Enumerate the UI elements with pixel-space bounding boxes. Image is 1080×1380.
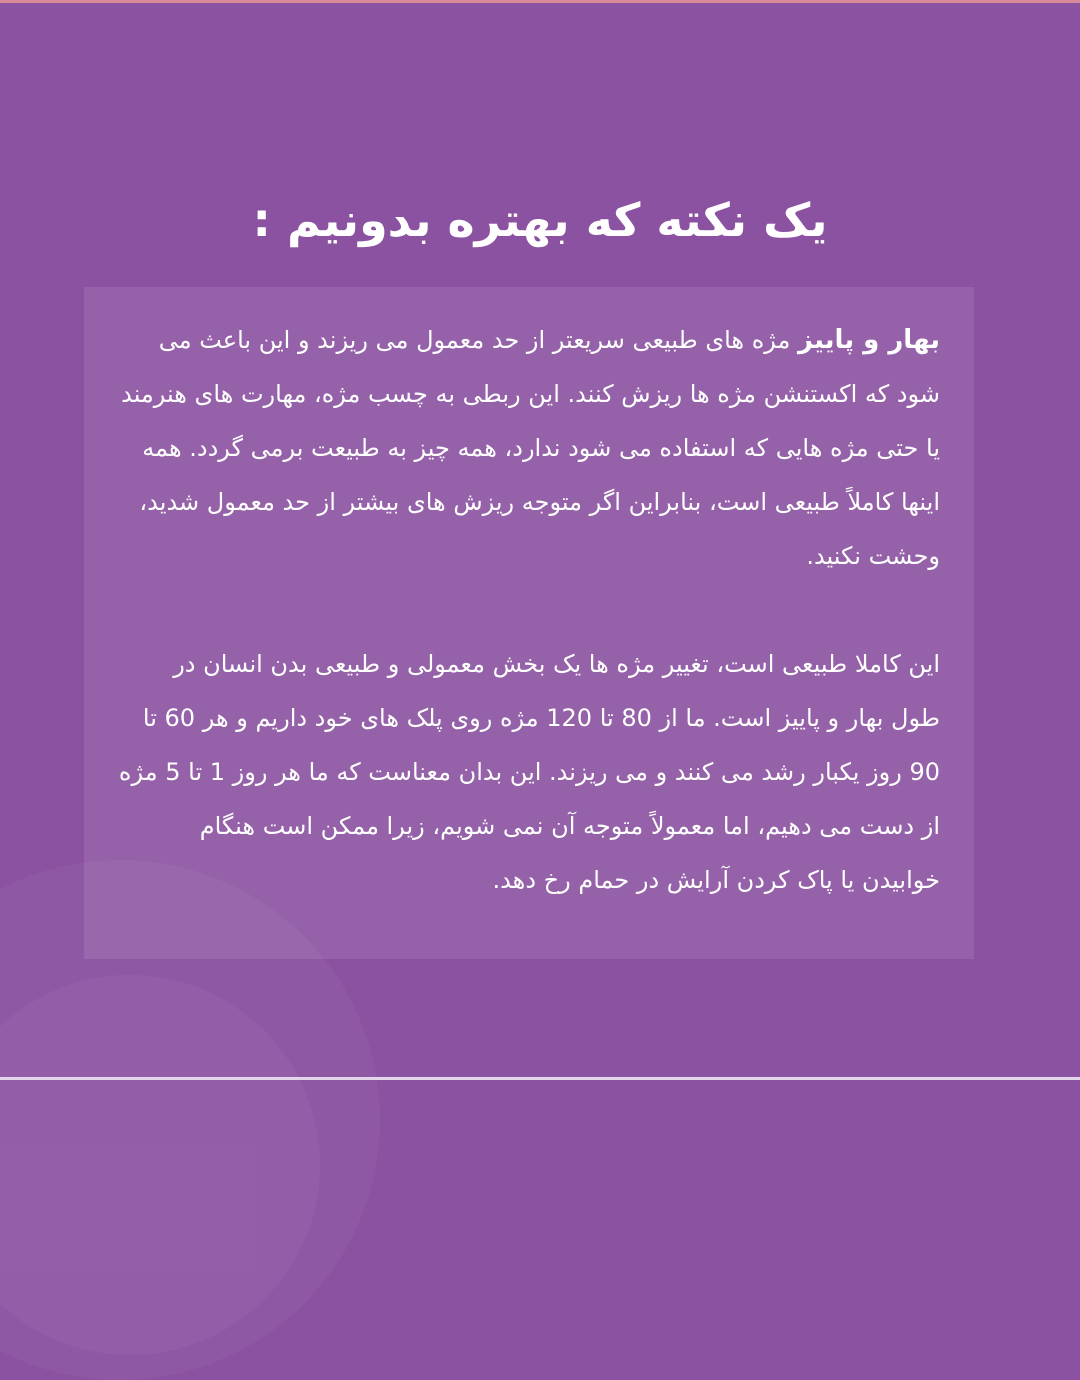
page-title: یک نکته که بهتره بدونیم :: [252, 193, 828, 247]
paragraph-1-text: مژه های طبیعی سریعتر از حد معمول می ریزند و این باعث می شود که اکستنشن مژه ها ریزش کنند. این ربطی به چسب مژه، مهارت های هنرمند یا حتی مژه هایی که استفاده می شود ندارد، همه چیز به طبیعت برمی گردد. همه اینها کاملاً طبیعی است، بنابراین اگر متوجه ریزش های بیشتر از حد معمول شدید، وحشت نکنید.: [121, 326, 940, 570]
paragraph-1: [118, 313, 940, 583]
paragraph-2: این کاملا طبیعی است، تغییر مژه ها یک بخش معمولی و طبیعی بدن انسان در طول بهار و پاییز است. ما از 80 تا 120 مژه روی پلک های خود داریم و هر 60 تا 90 روز یکبار رشد می کنند و می ریزند. این بدان معناست که ما هر روز 1 تا 5 مژه از دست می دهیم، اما معمولاً متوجه آن نمی شویم، زیرا ممکن است هنگام خوابیدن یا پاک کردن آرایش در حمام رخ دهد.: [118, 650, 940, 894]
highlight-text: بهار و پاییز: [798, 325, 940, 355]
top-accent-line: [0, 0, 1080, 3]
text-card: [84, 287, 974, 959]
